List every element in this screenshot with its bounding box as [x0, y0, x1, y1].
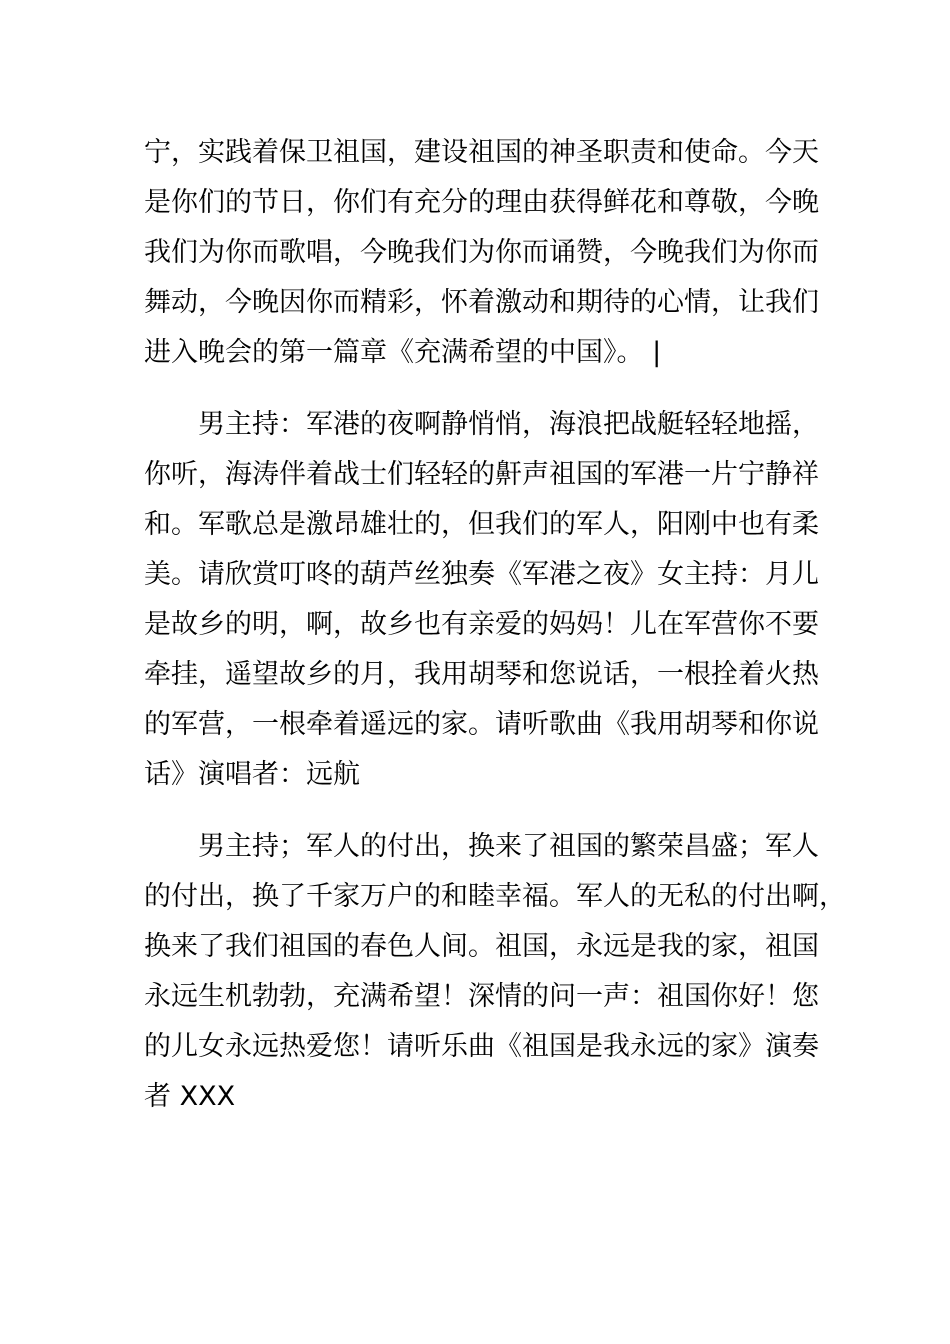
text-line: 男主持；军人的付出，换来了祖国的繁荣昌盛；军人 [198, 831, 819, 862]
text-line: 话》演唱者：远航 [144, 759, 360, 790]
text-line: 的儿女永远热爱您！请听乐曲《祖国是我永远的家》演奏 [144, 1031, 819, 1062]
text-line: 男主持：军港的夜啊静悄悄，海浪把战艇轻轻地摇， [198, 409, 819, 440]
text-line: 牵挂，遥望故乡的月，我用胡琴和您说话，一根拴着火热 [144, 659, 819, 690]
text-line: 舞动，今晚因你而精彩，怀着激动和期待的心情，让我们 [144, 287, 819, 318]
paragraph-1 [144, 128, 819, 378]
text-line: 你听，海涛伴着战士们轻轻的鼾声祖国的军港一片宁静祥 [144, 459, 819, 490]
paragraph-3 [144, 822, 846, 1122]
text-line: 永远生机勃勃，充满希望！深情的问一声：祖国你好！您 [144, 981, 819, 1012]
text-line: 者 XXX [144, 1081, 236, 1112]
text-line: 进入晚会的第一篇章《充满希望的中国》。 | [144, 337, 662, 368]
text-line: 宁，实践着保卫祖国，建设祖国的神圣职责和使命。今天 [144, 137, 819, 168]
text-line: 是你们的节日，你们有充分的理由获得鲜花和尊敬，今晚 [144, 187, 819, 218]
text-line: 换来了我们祖国的春色人间。祖国，永远是我的家，祖国 [144, 931, 819, 962]
text-line: 我们为你而歌唱，今晚我们为你而诵赞，今晚我们为你而 [144, 237, 819, 268]
text-line: 是故乡的明，啊，故乡也有亲爱的妈妈！儿在军营你不要 [144, 609, 819, 640]
text-line: 的军营，一根牵着遥远的家。请听歌曲《我用胡琴和你说 [144, 709, 819, 740]
text-line: 和。军歌总是激昂雄壮的，但我们的军人，阳刚中也有柔 [144, 509, 819, 540]
document-body [144, 128, 846, 1122]
text-line: 美。请欣赏叮咚的葫芦丝独奏《军港之夜》女主持：月儿 [144, 559, 819, 590]
text-line: 的付出，换了千家万户的和睦幸福。军人的无私的付出啊， [144, 881, 846, 912]
paragraph-2 [144, 400, 819, 800]
